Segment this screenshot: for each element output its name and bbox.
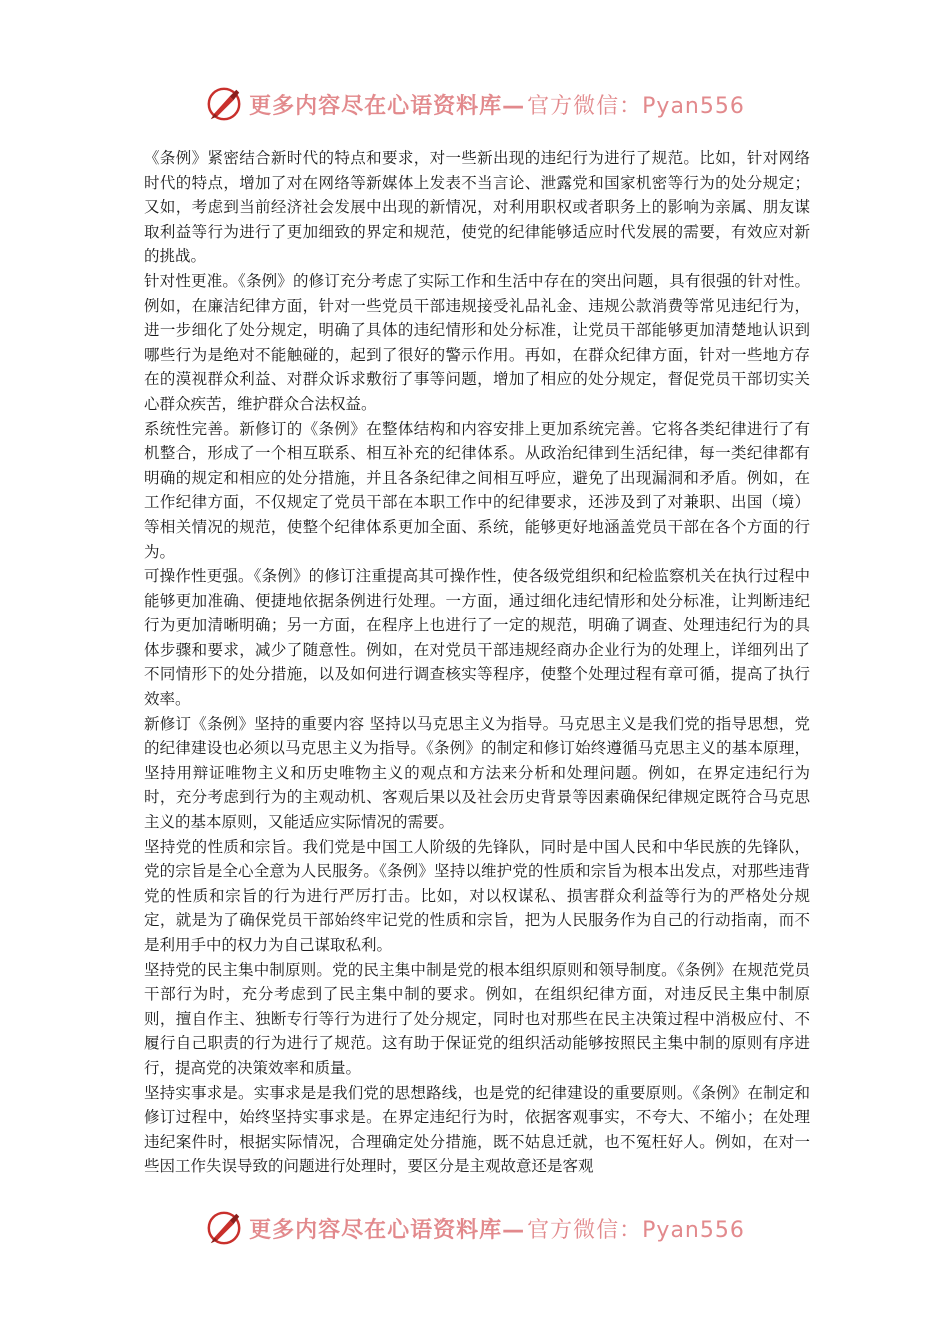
paragraph-2: 针对性更准。《条例》的修订充分考虑了实际工作和生活中存在的突出问题，具有很强的针对性。例如，在廉洁纪律方面，针对一些党员干部违规接受礼品礼金、违规公款消费等常见违纪行为，进一步细化了处分规定，明确了具体的违纪情形和处分标准，让党员干部能够更加清楚地认识到哪些行为是绝对不能触碰的，起到了很好的警示作用。再如，在群众纪律方面，针对一些地方存在的漠视群众利益、对群众诉求敷衍了事等问题，增加了相应的处分规定，督促党员干部切实关心群众疾苦，维护群众合法权益。 [144, 271, 810, 413]
header-banner [0, 82, 950, 126]
pen-logo-icon [205, 1209, 243, 1247]
paragraph-3: 系统性完善。新修订的《条例》在整体结构和内容安排上更加系统完善。它将各类纪律进行了有机整合，形成了一个相互联系、相互补充的纪律体系。从政治纪律到生活纪律，每一类纪律都有明确的规定和相应的处分措施，并且各条纪律之间相互呼应，避免了出现漏洞和矛盾。例如，在工作纪律方面，不仅规定了党员干部在本职工作中的纪律要求，还涉及到了对兼职、出国（境）等相关情况的规范，使整个纪律体系更加全面、系统，能够更好地涵盖党员干部在各个方面的行为。 [144, 419, 810, 561]
header-banner-main: 更多内容尽在心语资料库— [249, 93, 526, 119]
footer-banner [0, 1206, 950, 1250]
paragraph-5: 新修订《条例》坚持的重要内容 坚持以马克思主义为指导。马克思主义是我们党的指导思想，党的纪律建设也必须以马克思主义为指导。《条例》的制定和修订始终遵循马克思主义的基本原理，坚持用辩证唯物主义和历史唯物主义的观点和方法来分析和处理问题。例如，在界定违纪行为时，充分考虑到行为的主观动机、客观后果以及社会历史背景等因素确保纪律规定既符合马克思主义的基本原则，又能适应实际情况的需要。 [144, 714, 810, 832]
pen-logo-icon [205, 85, 243, 123]
paragraph-7: 坚持党的民主集中制原则。党的民主集中制是党的根本组织原则和领导制度。《条例》在规范党员干部行为时，充分考虑到了民主集中制的要求。例如，在组织纪律方面，对违反民主集中制原则，擅自作主、独断专行等行为进行了处分规定，同时也对那些在民主决策过程中消极应付、不履行自己职责的行为进行了规范。这有助于保证党的组织活动能够按照民主集中制的原则有序进行，提高党的决策效率和质量。 [144, 960, 810, 1077]
footer-banner-main: 更多内容尽在心语资料库— [249, 1217, 526, 1243]
paragraph-6: 坚持党的性质和宗旨。我们党是中国工人阶级的先锋队，同时是中国人民和中华民族的先锋队，党的宗旨是全心全意为人民服务。《条例》坚持以维护党的性质和宗旨为根本出发点，对那些违背党的性质和宗旨的行为进行严厉打击。比如，对以权谋私、损害群众利益等行为的严格处分规定，就是为了确保党员干部始终牢记党的性质和宗旨，把为人民服务作为自己的行动指南，而不是利用手中的权力为自己谋取私利。 [144, 837, 810, 954]
paragraph-1: 《条例》紧密结合新时代的特点和要求，对一些新出现的违纪行为进行了规范。比如，针对网络时代的特点，增加了对在网络等新媒体上发表不当言论、泄露党和国家机密等行为的处分规定；又如，考虑到当前经济社会发展中出现的新情况，对利用职权或者职务上的影响为亲属、朋友谋取利益等行为进行了更加细致的界定和规范，使党的纪律能够适应时代发展的需要，有效应对新的挑战。 [144, 149, 810, 266]
header-banner-wechat: 官方微信：Pyan556 [527, 93, 745, 119]
paragraph-4: 可操作性更强。《条例》的修订注重提高其可操作性，使各级党组织和纪检监察机关在执行过程中能够更加准确、便捷地依据条例进行处理。一方面，通过细化违纪情形和处分标准，让判断违纪行为更加清晰明确；另一方面，在程序上也进行了一定的规范，明确了调查、处理违纪行为的具体步骤和要求，减少了随意性。例如，在对党员干部违规经商办企业行为的处理上，详细列出了不同情形下的处分措施，以及如何进行调查核实等程序，使整个处理过程有章可循，提高了执行效率。 [144, 567, 810, 709]
footer-banner-wechat: 官方微信：Pyan556 [527, 1217, 745, 1243]
header-banner-text [249, 89, 745, 120]
document-body [144, 146, 810, 1179]
footer-banner-text [249, 1213, 745, 1244]
paragraph-8: 坚持实事求是。实事求是是我们党的思想路线，也是党的纪律建设的重要原则。《条例》在制定和修订过程中，始终坚持实事求是。在界定违纪行为时，依据客观事实，不夸大、不缩小；在处理违纪案件时，根据实际情况，合理确定处分措施，既不姑息迁就，也不冤枉好人。例如，在对一些因工作失误导致的问题进行处理时，要区分是主观故意还是客观 [144, 1083, 810, 1176]
